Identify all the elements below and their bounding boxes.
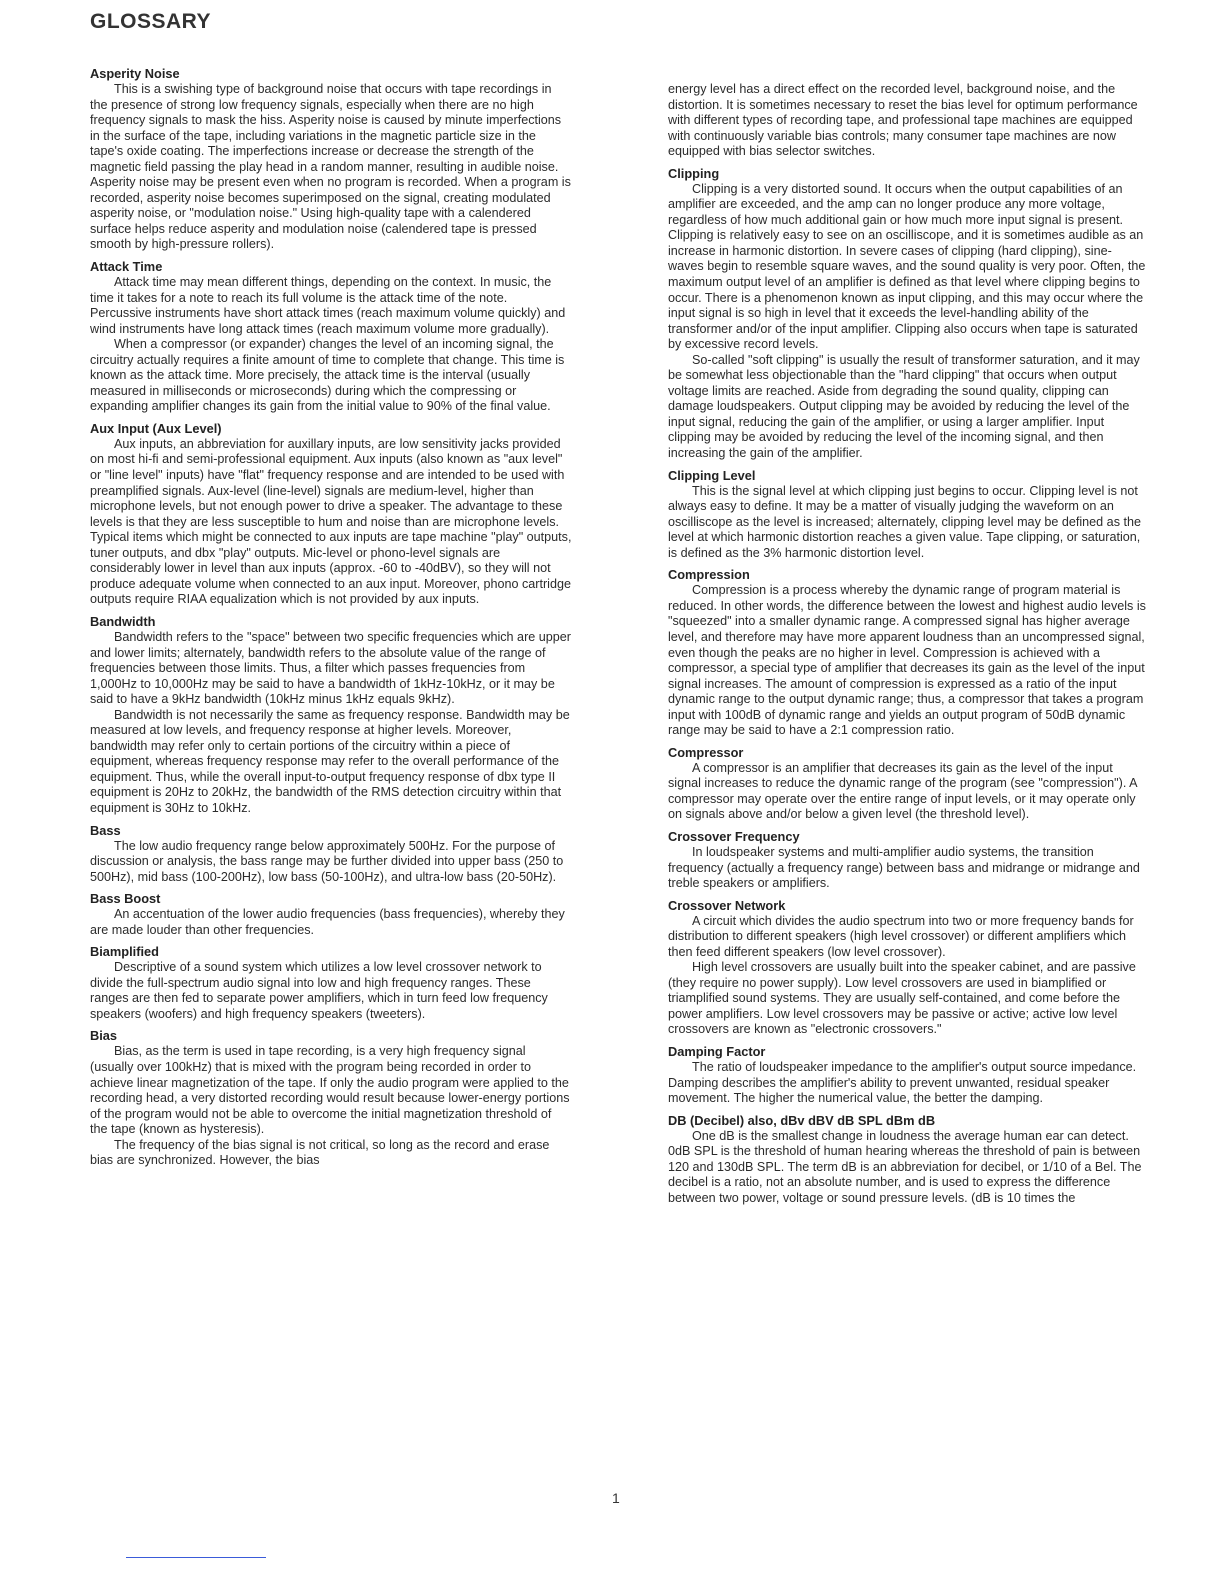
glossary-entry: [668, 898, 1146, 1038]
glossary-term: Damping Factor: [668, 1043, 766, 1059]
glossary-definition: In loudspeaker systems and multi-amplifier audio systems, the transition frequency (actually a frequency range) between bass and midrange or midrange and treble speakers or amplifiers.: [668, 844, 1140, 891]
glossary-entry: [90, 891, 572, 938]
glossary-term: Crossover Network: [668, 897, 786, 913]
glossary-term: Compression: [668, 567, 750, 583]
page-title: GLOSSARY: [90, 10, 212, 33]
glossary-definition: Clipping is a very distorted sound. It occurs when the output capabilities of an amplifier are exceeded, and the amp can no longer produce any more voltage, regardless of how much additional gain or how much more input signal is present. Clipping is relatively easy to see on an oscilliscope, and it is sometimes audible as an increase in harmonic distortion. In severe cases of clipping (hard clipping), sine-waves begin to resemble square waves, and the sound quality is very poor. Often, the maximum output level of an amplifier is defined as that level where clipping begins to occur. There is a phenomenon known as input clipping, and this may occur where the input signal is so high in level that it exceeds the level-handling ability of the transformer and/or of the input amplifier. Clipping also occurs when tape is saturated by excessive record levels.: [668, 181, 1146, 352]
glossary-term: Asperity Noise: [90, 66, 180, 81]
glossary-entry: [668, 166, 1146, 462]
glossary-term: Crossover Frequency: [668, 828, 800, 844]
glossary-definition: When a compressor (or expander) changes the level of an incoming signal, the circuitry actually requires a finite amount of time to complete that change. This time is known as the attack time. More precisely, the attack time is the interval (usually measured in milliseconds or microseconds) during which the compressing or expanding amplifier changes its gain from the initial value to 90% of the final value.: [90, 337, 565, 414]
glossary-definition: This is a swishing type of background noise that occurs with tape recordings in the presence of strong low frequency signals, especially when there are no high frequency signals to mask the hiss. Asperity noise is caused by minute imperfections in the surface of the tape, including variations in the magnetic particle size in the tape's oxide coating. The imperfections increase or decrease the strength of the magnetic field passing the play head in a random manner, resulting in audible noise. Asperity noise may be present even when no program is recorded. When a program is recorded, asperity noise becomes superimposed on the signal, creating modulated asperity noise, or "modulation noise." Using high-quality tape with a calendered surface helps reduce asperity and modulation noise (calendered tape is pressed smooth by high-pressure rollers).: [90, 82, 571, 252]
glossary-entry: [668, 829, 1146, 892]
glossary-term: Aux Input (Aux Level): [90, 420, 222, 436]
page-number: 1: [612, 1490, 620, 1506]
continued-paragraph: energy level has a direct effect on the recorded level, background noise, and the distortion. It is sometimes necessary to reset the bias level for optimum performance with different types of recording tape, and professional tape machines are equipped with continuously variable bias controls; many consumer tape machines are now equipped with bias selector switches.: [668, 82, 1138, 159]
glossary-definition: Bias, as the term is used in tape recording, is a very high frequency signal (usually over 100kHz) that is mixed with the program being recorded in order to achieve linear magnetization of the tape. If only the audio program were applied to the recording head, a very distorted recording would result because lower-energy portions of the program would not be able to overcome the initial magnetization threshold of the tape (known as hysteresis).: [90, 1044, 570, 1137]
glossary-definition: Compression is a process whereby the dynamic range of program material is reduced. In other words, the difference between the lowest and highest audio levels is "squeezed" into a smaller dynamic range. A compressed signal has higher average level, and therefore may have more apparent loudness than an uncompressed signal, even though the peaks are no higher in level. Compression is achieved with a compressor, a special type of amplifier that decreases its gain as the level of the input signal increases. The amount of compression is expressed as a ratio of the input dynamic range to the output dynamic range; thus, a compressor that takes a program input with 100dB of dynamic range and yields an output program of 50dB dynamic range may be said to have a 2:1 compression ratio.: [668, 583, 1146, 738]
glossary-term: Bass: [90, 822, 121, 838]
glossary-definition: Descriptive of a sound system which utilizes a low level crossover network to divide the full-spectrum audio signal into low and high frequency ranges. These ranges are then fed to separate power amplifiers, which in turn feed low frequency speakers (woofers) and high frequency speakers (tweeters).: [90, 960, 548, 1021]
glossary-term: Bass Boost: [90, 891, 161, 907]
glossary-definition: This is the signal level at which clipping just begins to occur. Clipping level is not always easy to define. It may be a matter of visually judging the waveform on an oscilliscope as the level is increased; alternately, clipping level may be defined as the level at which harmonic distortion reaches a given value. Tape clipping, or saturation, is defined as the 3% harmonic distortion level.: [668, 483, 1141, 560]
glossary-definition: The ratio of loudspeaker impedance to the amplifier's output source impedance. Damping describes the amplifier's ability to prevent unwanted, residual speaker movement. The higher the numerical value, the better the damping.: [668, 1059, 1137, 1106]
glossary-term: DB (Decibel) also, dBv dBV dB SPL dBm dB: [668, 1112, 936, 1128]
glossary-entry: [90, 421, 572, 608]
glossary-entry: [90, 614, 572, 817]
glossary-entry: [90, 259, 572, 415]
left-column: [90, 66, 572, 1175]
glossary-entry: [668, 1044, 1146, 1107]
glossary-entry: [90, 944, 572, 1022]
glossary-definition: An accentuation of the lower audio frequencies (bass frequencies), whereby they are made louder than other frequencies.: [90, 907, 565, 937]
glossary-definition: Bandwidth refers to the "space" between two specific frequencies which are upper and lower limits; alternately, bandwidth refers to the absolute value of the range of frequencies between those limits. Thus, a filter which passes frequencies from 1,000Hz to 10,000Hz may be said to have a bandwidth of 1kHz-10kHz, or it may be said to have a 9kHz bandwidth (10kHz minus 1kHz equals 9kHz).: [90, 629, 571, 707]
glossary-definition: Aux inputs, an abbreviation for auxillary inputs, are low sensitivity jacks provided on most hi-fi and semi-professional equipment. Aux inputs (also known as "aux level" or "line level" inputs) have "flat" frequency response and are intended to be used with preamplified signals. Aux-level (line-level) signals are medium-level, higher than microphone levels, but not enough power to drive a speaker. The advantage to these levels is that they are less susceptible to hum and noise than are microphone levels. Typical items which might be connected to aux inputs are tape machine "play" outputs, tuner outputs, and dbx "play" outputs. Mic-level or phono-level signals are considerably lower in level than aux inputs (approx. -60 to -40dBV), so they will not produce adequate volume when connected to an aux input. Moreover, phono cartridge outputs require RIAA equalization which is not provided by aux inputs.: [90, 436, 572, 607]
glossary-definition: The frequency of the bias signal is not critical, so long as the record and erase bias are synchronized. However, the bias: [90, 1137, 550, 1168]
glossary-definition: One dB is the smallest change in loudness the average human ear can detect. 0dB SPL is the threshold of human hearing whereas the threshold of pain is between 120 and 130dB SPL. The term dB is an abbreviation for decibel, or 1/10 of a Bel. The decibel is a ratio, not an absolute number, and is used to express the difference between two power, voltage or sound pressure levels. (dB is 10 times the: [668, 1128, 1142, 1205]
glossary-term: Attack Time: [90, 259, 163, 275]
glossary-entry: [90, 823, 572, 886]
link-underline: [126, 1557, 266, 1558]
glossary-definition: Bandwidth is not necessarily the same as frequency response. Bandwidth may be measured at low levels, and frequency response at higher levels. Moreover, bandwidth may refer only to certain portions of the circuitry within a piece of equipment, whereas frequency response may refer to the overall performance of the equipment. Thus, while the overall input-to-output frequency response of dbx type II equipment is 20Hz to 20kHz, the bandwidth of the RMS detection circuitry within that equipment is 30Hz to 10kHz.: [90, 707, 570, 815]
glossary-definition: Attack time may mean different things, depending on the context. In music, the time it takes for a note to reach its full volume is the attack time of the note. Percussive instruments have short attack times (reach maximum volume quickly) and wind instruments have long attack times (reach maximum volume more gradually).: [90, 275, 566, 336]
glossary-definition: A compressor is an amplifier that decreases its gain as the level of the input signal increases to reduce the dynamic range of the program (see "compression"). A compressor may operate over the entire range of input levels, or it may operate only on signals above and/or below a given level (the threshold level).: [668, 760, 1137, 822]
right-column: [668, 82, 1146, 1212]
glossary-term: Compressor: [668, 744, 744, 760]
glossary-entry: [90, 1028, 572, 1168]
glossary-term: Bandwidth: [90, 613, 156, 629]
glossary-term: Clipping Level: [668, 467, 756, 483]
glossary-entry: [668, 1113, 1146, 1207]
glossary-entry: [90, 66, 572, 253]
glossary-definition: So-called "soft clipping" is usually the result of transformer saturation, and it may be somewhat less objectionable than the "hard clipping" that occurs when output voltage limits are reached. Aside from degrading the sound quality, clipping can damage loudspeakers. Output clipping may be avoided by reducing the level of the input signal, reducing the gain of the amplifier, or using a larger amplifier. Input clipping may be avoided by reducing the level of the incoming signal, and then increasing the gain of the amplifier.: [668, 352, 1140, 461]
glossary-term: Bias: [90, 1028, 118, 1044]
glossary-entry: [668, 745, 1146, 823]
glossary-definition: A circuit which divides the audio spectrum into two or more frequency bands for distribution to different speakers (high level crossover) or different amplifiers which then feed different speakers (low level crossover).: [668, 913, 1134, 959]
glossary-definition: High level crossovers are usually built into the speaker cabinet, and are passive (they require no power supply). Low level crossovers are used in biamplified or triamplified sound systems. They are usually self-contained, and come before the power amplifiers. Low level crossovers may be passive or active; active low level crossovers are known as "electronic crossovers.": [668, 960, 1136, 1037]
glossary-term: Clipping: [668, 165, 720, 181]
glossary-entry: [668, 468, 1146, 562]
glossary-definition: The low audio frequency range below approximately 500Hz. For the purpose of discussion or analysis, the bass range may be further divided into upper bass (250 to 500Hz), mid bass (100-200Hz), low bass (50-100Hz), and ultra-low bass (20-50Hz).: [90, 838, 564, 884]
glossary-entry: [668, 567, 1146, 738]
glossary-term: Biamplified: [90, 944, 159, 960]
